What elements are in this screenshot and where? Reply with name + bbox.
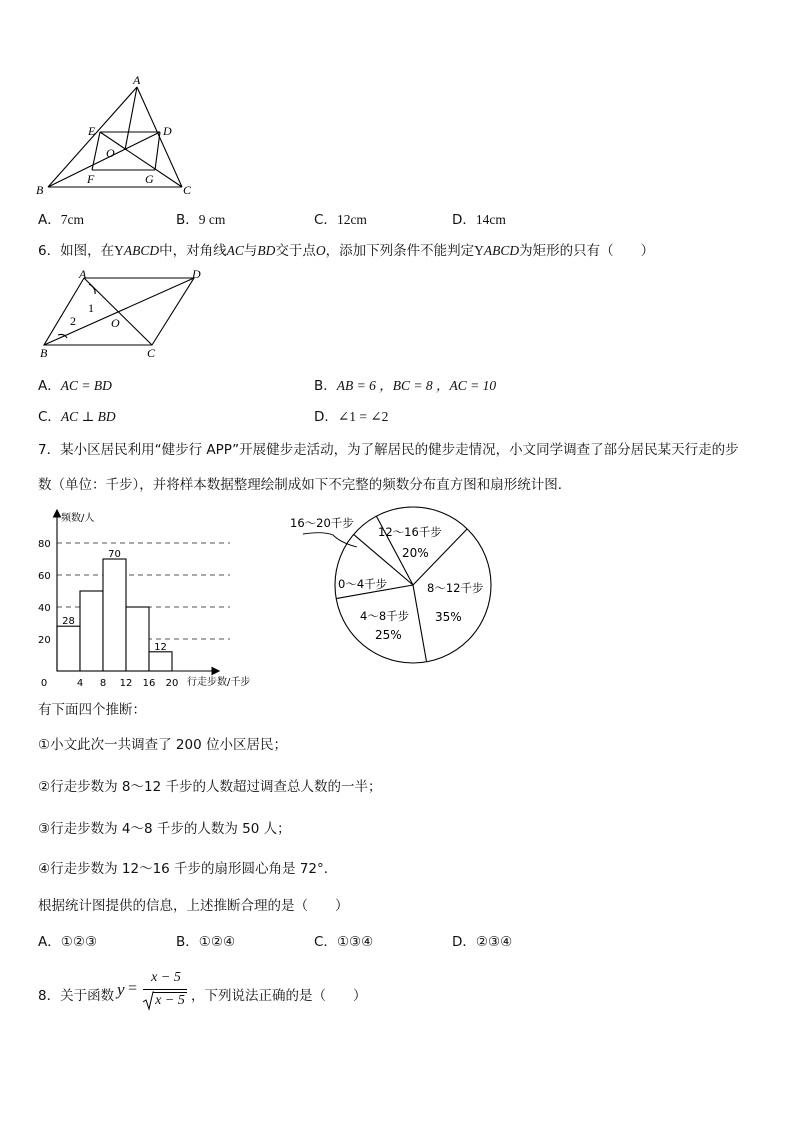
histogram-y-tick: 80 — [38, 539, 51, 550]
q6-option-c — [38, 405, 116, 425]
option-text: AC ⊥ BD — [60, 409, 116, 424]
stem-text: 中，对角线 — [159, 243, 227, 259]
histogram-x-tick: 8 — [99, 678, 107, 689]
option-letter: D． — [452, 934, 476, 950]
histogram-bar-label: 12 — [154, 641, 167, 653]
q5-triangle-figure — [30, 75, 210, 200]
option-text: AB = 6 ，BC = 8 ，AC = 10 — [336, 378, 497, 393]
option-letter: B． — [314, 378, 337, 394]
pie-value-8-12: 35% — [435, 610, 462, 624]
pie-label-12-16: 12～16千步 — [378, 525, 442, 539]
option-letter: D． — [452, 212, 476, 228]
option-letter: A． — [38, 212, 61, 228]
option-text: ②③④ — [475, 934, 513, 950]
q6-label-1: 1 — [88, 301, 94, 315]
pie-label-4-8: 4～8千步 — [360, 609, 410, 623]
option-letter: A． — [38, 934, 61, 950]
histogram-bar — [80, 591, 103, 671]
q5-label-F: F — [87, 172, 95, 186]
math-var: ABCD — [123, 243, 160, 258]
histogram-bar — [57, 626, 80, 671]
pie-value-12-16: 20% — [402, 546, 429, 560]
q5-label-E: E — [88, 124, 96, 138]
histogram-ylabel: 频数/人 — [61, 513, 95, 524]
pie-label-0-4: 0～4千步 — [338, 577, 388, 591]
q6-option-d — [314, 405, 388, 425]
option-text: ①②③ — [60, 934, 98, 950]
option-letter: C． — [38, 409, 61, 425]
pie-value-4-8: 25% — [375, 628, 402, 642]
option-text: ∠1 = ∠2 — [337, 409, 389, 424]
histogram-x-tick: 0 — [40, 678, 48, 689]
stem-text: 为矩形的只有（ ） — [519, 243, 655, 259]
stem-text: 与 — [243, 243, 258, 259]
q8-denominator: x − 5 — [155, 993, 185, 1008]
q5-option-b — [176, 208, 225, 228]
q6-label-B: B — [40, 346, 48, 360]
option-letter: D． — [314, 409, 338, 425]
option-letter: B． — [176, 934, 199, 950]
q7-option-a — [38, 930, 97, 950]
q5-label-D: D — [163, 124, 172, 138]
q7-inference-3: ③行走步数为 4～8 千步的人数为 50 人； — [38, 821, 291, 837]
histogram-chart — [30, 505, 270, 690]
q7-inference-4: ④行走步数为 12～16 千步的扇形圆心角是 72°． — [38, 861, 338, 877]
option-text: AC = BD — [60, 378, 112, 393]
q5-label-A: A — [133, 75, 141, 87]
stem-text: ，添加下列条件不能判定 — [325, 243, 475, 259]
option-text: ①③④ — [336, 934, 374, 950]
q8-numerator: x − 5 — [151, 970, 181, 985]
q8-equals: = — [128, 980, 138, 997]
option-letter: C． — [314, 212, 337, 228]
histogram-bar — [149, 652, 172, 671]
q7-inferences-title: 有下面四个推断： — [38, 702, 146, 718]
q7-stem-line1: 7．某小区居民利用“健步行 APP”开展健步走活动，为了解居民的健步走情况，小文同学调查了部分居民某天行走的步 — [38, 442, 739, 458]
math-var: BD — [257, 243, 276, 258]
q6-label-C: C — [147, 346, 156, 360]
option-text: 14cm — [475, 212, 506, 227]
q5-option-a — [38, 208, 84, 228]
histogram-y-tick: 60 — [38, 571, 51, 582]
histogram-xlabel: 行走步数/千步 — [187, 677, 251, 688]
stem-text: 交于点 — [275, 243, 316, 259]
option-text: ①②④ — [198, 934, 236, 950]
stem-text: 如图，在 — [60, 243, 115, 259]
option-letter: B． — [176, 212, 199, 228]
q5-option-d — [452, 208, 506, 228]
q7-stem-line2: 数（单位：千步），并将样本数据整理绘制成如下不完整的频数分布直方图和扇形统计图． — [38, 477, 572, 493]
pie-chart — [283, 505, 503, 665]
pie-label-16-20: 16～20千步 — [290, 516, 354, 530]
q7-question: 根据统计图提供的信息，上述推断合理的是（ ） — [38, 898, 349, 914]
q6-label-O: O — [111, 316, 120, 330]
q5-label-O: O — [106, 146, 115, 160]
q5-label-G: G — [145, 172, 154, 186]
histogram-x-tick: 16 — [142, 678, 156, 689]
q7-inference-2: ②行走步数为 8～12 千步的人数超过调查总人数的一半； — [38, 779, 382, 795]
histogram-bar-label: 70 — [108, 549, 121, 560]
q5-label-B: B — [36, 183, 44, 197]
q6-label-2: 2 — [70, 314, 76, 328]
math-var: AC — [226, 243, 244, 258]
histogram-x-tick: 20 — [165, 678, 179, 689]
option-letter: C． — [314, 934, 337, 950]
q7-option-b — [176, 930, 235, 950]
q5-label-C: C — [183, 183, 192, 197]
pie-label-8-12: 8～12千步 — [427, 581, 484, 595]
histogram-y-tick: 40 — [38, 603, 51, 614]
q6-option-b — [314, 374, 496, 394]
q7-inference-1: ①小文此次一共调查了 200 位小区居民； — [38, 737, 287, 753]
math-var: O — [315, 243, 326, 258]
q8-suffix: ，下列说法正确的是（ ） — [191, 988, 367, 1004]
histogram-x-tick: 4 — [76, 678, 84, 689]
histogram-x-tick: 12 — [119, 678, 133, 689]
parallelogram-symbol: Y — [474, 243, 484, 258]
q6-label-A: A — [79, 268, 87, 281]
q8-fraction-bar — [143, 989, 187, 990]
histogram-bar — [126, 607, 149, 671]
q6-parallelogram-figure — [34, 268, 209, 363]
option-text: 7cm — [60, 212, 84, 227]
question-number: 6． — [38, 243, 61, 259]
q7-option-d — [452, 930, 512, 950]
math-var: ABCD — [483, 243, 520, 258]
q6-option-a — [38, 374, 112, 394]
q8-y: y — [117, 980, 125, 999]
histogram-bar — [103, 559, 126, 671]
q5-option-c — [314, 208, 367, 228]
histogram-bar-label: 28 — [62, 616, 75, 628]
option-letter: A． — [38, 378, 61, 394]
q6-label-D: D — [192, 268, 201, 281]
q8-prefix: 8．关于函数 — [38, 988, 115, 1004]
histogram-y-tick: 20 — [38, 635, 51, 646]
parallelogram-symbol: Y — [114, 243, 124, 258]
option-text: 12cm — [336, 212, 367, 227]
option-text: 9 cm — [198, 212, 226, 227]
q6-stem — [38, 239, 654, 259]
q7-option-c — [314, 930, 373, 950]
